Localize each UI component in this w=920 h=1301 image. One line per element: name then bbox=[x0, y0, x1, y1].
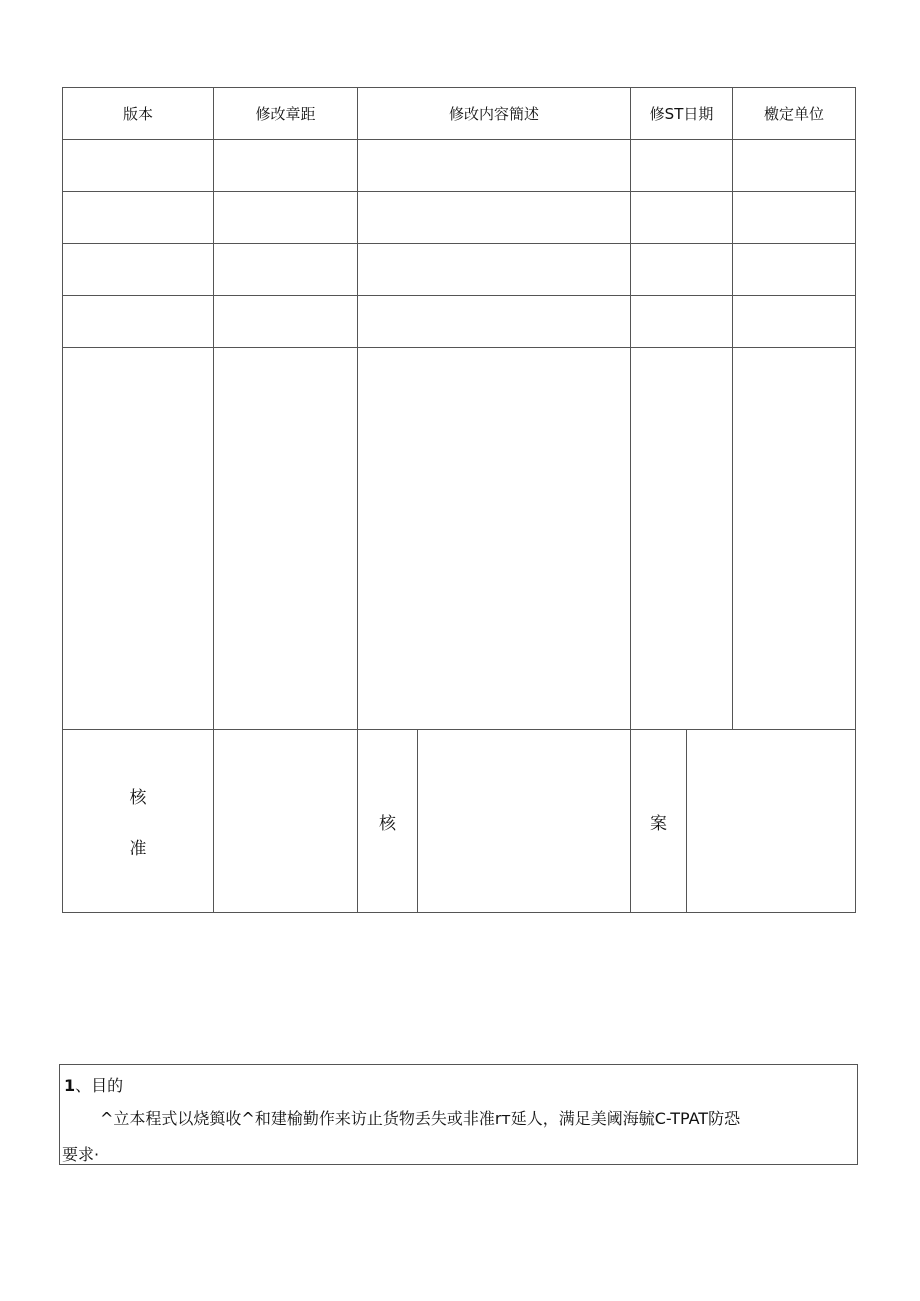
cell-unit[interactable] bbox=[733, 348, 856, 730]
cell-date[interactable] bbox=[631, 348, 733, 730]
cell-chapter[interactable] bbox=[214, 348, 358, 730]
cell-unit[interactable] bbox=[733, 244, 856, 296]
purpose-heading bbox=[64, 1073, 123, 1096]
cell-date[interactable] bbox=[631, 140, 733, 192]
signoff-row bbox=[63, 730, 856, 913]
draft-signature-cell[interactable] bbox=[687, 730, 856, 913]
cell-chapter[interactable] bbox=[214, 140, 358, 192]
header-unit: 檄定单位 bbox=[733, 88, 856, 140]
cell-version[interactable] bbox=[63, 244, 214, 296]
cell-description[interactable] bbox=[358, 348, 631, 730]
review-label-cell bbox=[358, 730, 418, 913]
approve-char-2: 准 bbox=[129, 839, 147, 859]
cell-date[interactable] bbox=[631, 244, 733, 296]
header-date: 修ST日期 bbox=[631, 88, 733, 140]
cell-description[interactable] bbox=[358, 244, 631, 296]
cell-chapter[interactable] bbox=[214, 192, 358, 244]
draft-label-cell bbox=[631, 730, 687, 913]
purpose-text-line1: ^立本程式以烧籅收^和建榆勤作来访止货物丢失或非准rт延人，满足美阈海毓C-TPAT防恐 bbox=[100, 1109, 741, 1128]
cell-version[interactable] bbox=[63, 140, 214, 192]
review-char: 核 bbox=[379, 813, 396, 834]
cell-unit[interactable] bbox=[733, 192, 856, 244]
approve-char-1: 核 bbox=[129, 788, 147, 808]
revision-table bbox=[62, 87, 856, 913]
table-row bbox=[63, 244, 856, 296]
draft-char: 案 bbox=[650, 813, 668, 834]
cell-chapter[interactable] bbox=[214, 244, 358, 296]
cell-description[interactable] bbox=[358, 296, 631, 348]
approve-signature-cell[interactable] bbox=[214, 730, 358, 913]
section-separator: 、 bbox=[75, 1076, 92, 1095]
table-row bbox=[63, 140, 856, 192]
section-number: 1 bbox=[64, 1076, 76, 1095]
header-description: 修改内容簡述 bbox=[358, 88, 631, 140]
cell-description[interactable] bbox=[358, 192, 631, 244]
cell-version[interactable] bbox=[63, 192, 214, 244]
table-row bbox=[63, 296, 856, 348]
cell-unit[interactable] bbox=[733, 296, 856, 348]
cell-chapter[interactable] bbox=[214, 296, 358, 348]
table-row bbox=[63, 348, 856, 730]
header-row bbox=[63, 88, 856, 140]
cell-date[interactable] bbox=[631, 192, 733, 244]
purpose-text-line2: 要求· bbox=[62, 1145, 100, 1164]
approve-label-cell bbox=[63, 730, 214, 913]
cell-description[interactable] bbox=[358, 140, 631, 192]
table-row bbox=[63, 192, 856, 244]
cell-version[interactable] bbox=[63, 348, 214, 730]
purpose-section bbox=[59, 1064, 858, 1165]
review-signature-cell[interactable] bbox=[418, 730, 631, 913]
header-chapter: 修改章距 bbox=[214, 88, 358, 140]
cell-version[interactable] bbox=[63, 296, 214, 348]
cell-date[interactable] bbox=[631, 296, 733, 348]
section-title: 目的 bbox=[91, 1076, 124, 1095]
header-version: 版本 bbox=[63, 88, 214, 140]
cell-unit[interactable] bbox=[733, 140, 856, 192]
